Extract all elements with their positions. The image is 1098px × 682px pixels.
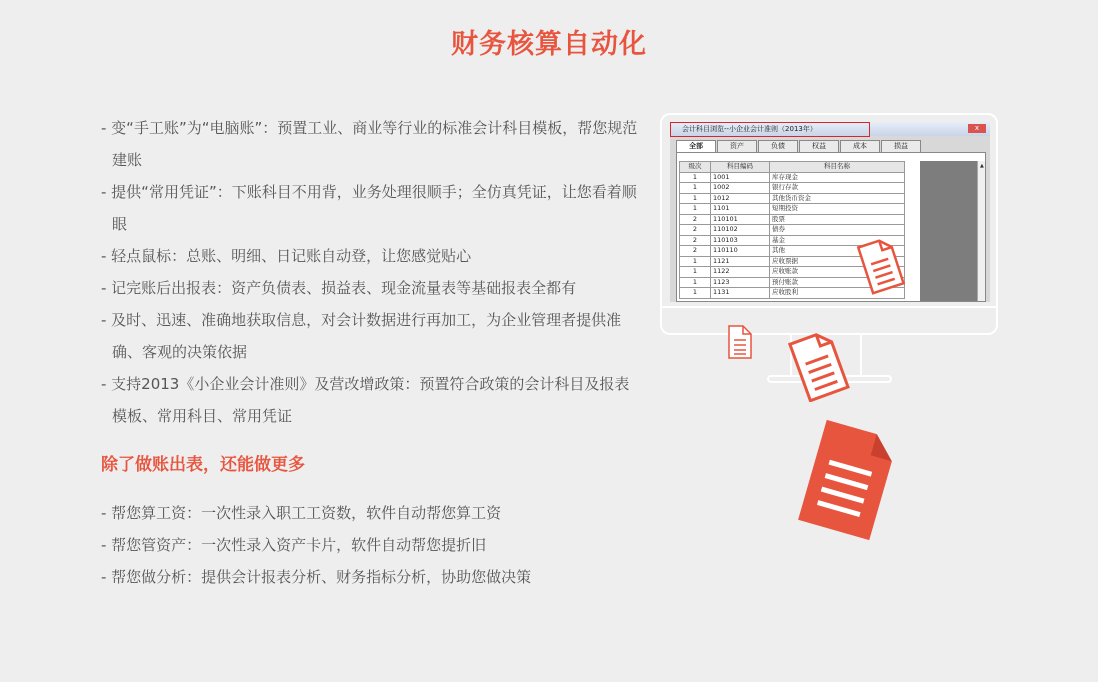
table-cell: 1002: [711, 183, 770, 194]
table-cell: 110102: [711, 225, 770, 236]
table-cell: 1: [680, 204, 711, 215]
table-cell: 股票: [770, 214, 905, 225]
table-row: [680, 172, 905, 183]
scrollbar: [977, 161, 986, 302]
page-title: 财务核算自动化: [451, 29, 647, 60]
table-row: [680, 225, 905, 236]
column-header: 科目编码: [711, 162, 770, 173]
tab-all: 全部: [676, 140, 716, 152]
monitor-bezel-line: [660, 306, 998, 308]
table-cell: 1: [680, 267, 711, 278]
table-cell: 应收股利: [770, 288, 905, 299]
table-cell: 其他货币资金: [770, 193, 905, 204]
table-cell: 110101: [711, 214, 770, 225]
scroll-up-icon: ▲: [980, 163, 984, 169]
table-cell: 基金: [770, 235, 905, 246]
table-row: [680, 214, 905, 225]
title-highlight: [670, 122, 870, 137]
monitor-stand-right: [860, 335, 862, 375]
feature-item: - 变“手工账”为“电脑账”：预置工业、商业等行业的标准会计科目模板，帮您规范建账: [101, 119, 638, 169]
table-cell: 1: [680, 256, 711, 267]
document-icon-large: [793, 418, 903, 542]
sub-heading: 除了做账出表，还能做更多: [101, 455, 305, 475]
tab-bar: [676, 140, 922, 152]
table-cell: 其他: [770, 246, 905, 257]
document-icon-tiny: [725, 324, 755, 360]
table-cell: 1122: [711, 267, 770, 278]
close-icon: x: [968, 124, 986, 133]
table-cell: 1: [680, 193, 711, 204]
window-title: 会计科目浏览--小企业会计准则（2013年）: [670, 122, 990, 136]
table-cell: 1001: [711, 172, 770, 183]
table-cell: 2: [680, 235, 711, 246]
computer-illustration: [655, 108, 1015, 548]
feature-list: [101, 112, 641, 432]
tab-assets: 资产: [717, 140, 757, 152]
tab-equity: 权益: [799, 140, 839, 152]
document-icon-medium-b: [785, 330, 851, 402]
tab-profit-loss: 损益: [881, 140, 921, 152]
feature-item: - 支持2013《小企业会计准则》及营改增政策：预置符合政策的会计科目及报表模板、常用科目、常用凭证: [101, 375, 630, 425]
table-cell: 1012: [711, 193, 770, 204]
table-cell: 债券: [770, 225, 905, 236]
table-cell: 1101: [711, 204, 770, 215]
account-table-panel: [676, 152, 986, 302]
gray-panel: [920, 161, 978, 302]
feature-item: - 轻点鼠标：总账、明细、日记账自动登，让您感觉贴心: [101, 247, 472, 265]
document-icon-medium-a: [853, 236, 905, 296]
more-feature-list: [101, 497, 661, 593]
tab-cost: 成本: [840, 140, 880, 152]
table-row: [680, 183, 905, 194]
table-cell: 1131: [711, 288, 770, 299]
feature-item: - 提供“常用凭证”：下账科目不用背，业务处理很顺手；全仿真凭证，让您看着顺眼: [101, 183, 637, 233]
table-cell: 2: [680, 214, 711, 225]
table-cell: 1: [680, 288, 711, 299]
software-screenshot: [670, 122, 990, 302]
table-cell: 2: [680, 225, 711, 236]
table-row: [680, 193, 905, 204]
table-cell: 110103: [711, 235, 770, 246]
table-cell: 1: [680, 172, 711, 183]
table-cell: 1123: [711, 277, 770, 288]
more-item: - 帮您做分析：提供会计报表分析、财务指标分析，协助您做决策: [101, 568, 532, 586]
table-cell: 应收账款: [770, 267, 905, 278]
table-cell: 应收票据: [770, 256, 905, 267]
table-header-row: [680, 162, 905, 173]
more-item: - 帮您算工资：一次性录入职工工资数，软件自动帮您算工资: [101, 504, 502, 522]
column-header: 级次: [680, 162, 711, 173]
table-cell: 1: [680, 183, 711, 194]
table-cell: 2: [680, 246, 711, 257]
table-row: [680, 204, 905, 215]
table-cell: 1: [680, 277, 711, 288]
feature-item: - 记完账后出报表：资产负债表、损益表、现金流量表等基础报表全都有: [101, 279, 577, 297]
tab-liabilities: 负债: [758, 140, 798, 152]
column-header: 科目名称: [770, 162, 905, 173]
table-cell: 银行存款: [770, 183, 905, 194]
table-cell: 110110: [711, 246, 770, 257]
feature-item: - 及时、迅速、准确地获取信息，对会计数据进行再加工，为企业管理者提供准确、客观的决策依据: [101, 311, 622, 361]
table-cell: 预付账款: [770, 277, 905, 288]
table-cell: 库存现金: [770, 172, 905, 183]
table-cell: 短期投资: [770, 204, 905, 215]
more-item: - 帮您管资产：一次性录入资产卡片，软件自动帮您提折旧: [101, 536, 487, 554]
table-cell: 1121: [711, 256, 770, 267]
